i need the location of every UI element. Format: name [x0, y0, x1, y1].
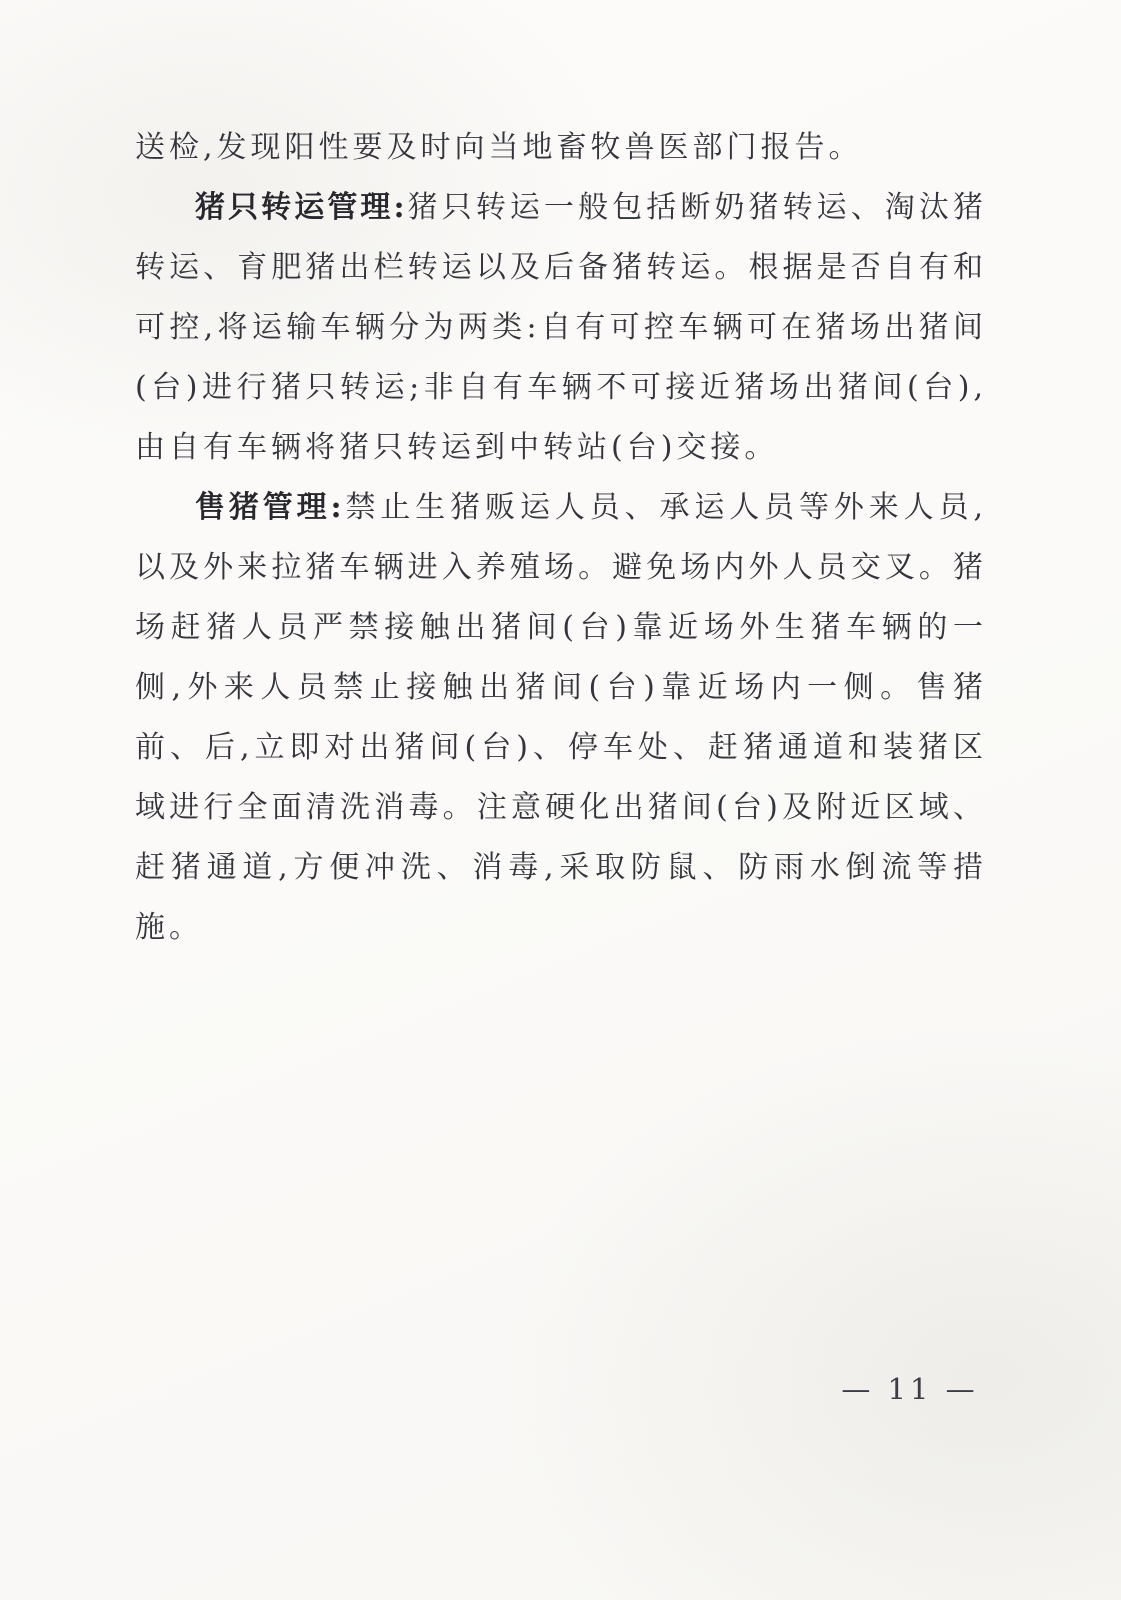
paragraph-report-continuation — [135, 118, 987, 178]
document-body — [135, 118, 987, 958]
paragraph-text: 送检,发现阳性要及时向当地畜牧兽医部门报告。 — [135, 130, 863, 165]
paragraph-heading: 售猪管理: — [195, 490, 345, 525]
paragraph-text: 禁止生猪贩运人员、承运人员等外来人员,以及外来拉猪车辆进入养殖场。避免场内外人员交叉。猪场赶猪人员严禁接触出猪间(台)靠近场外生猪车辆的一侧,外来人员禁止接触出猪间(台)靠近场内一侧。售猪前、后,立即对出猪间(台)、停车处、赶猪通道和装猪区域进行全面清洗消毒。注意硬化出猪间(台)及附近区域、赶猪通道,方便冲洗、消毒,采取防鼠、防雨水倒流等措施。 — [135, 490, 987, 945]
paragraph-pig-sale-management — [135, 478, 987, 958]
page-number: — 11 — — [841, 1372, 979, 1406]
paragraph-pig-transfer-management — [135, 178, 987, 478]
paragraph-text: 猪只转运一般包括断奶猪转运、淘汰猪转运、育肥猪出栏转运以及后备猪转运。根据是否自有和可控,将运输车辆分为两类:自有可控车辆可在猪场出猪间(台)进行猪只转运;非自有车辆不可接近猪场出猪间(台),由自有车辆将猪只转运到中转站(台)交接。 — [135, 190, 987, 465]
paragraph-heading: 猪只转运管理: — [195, 190, 408, 225]
